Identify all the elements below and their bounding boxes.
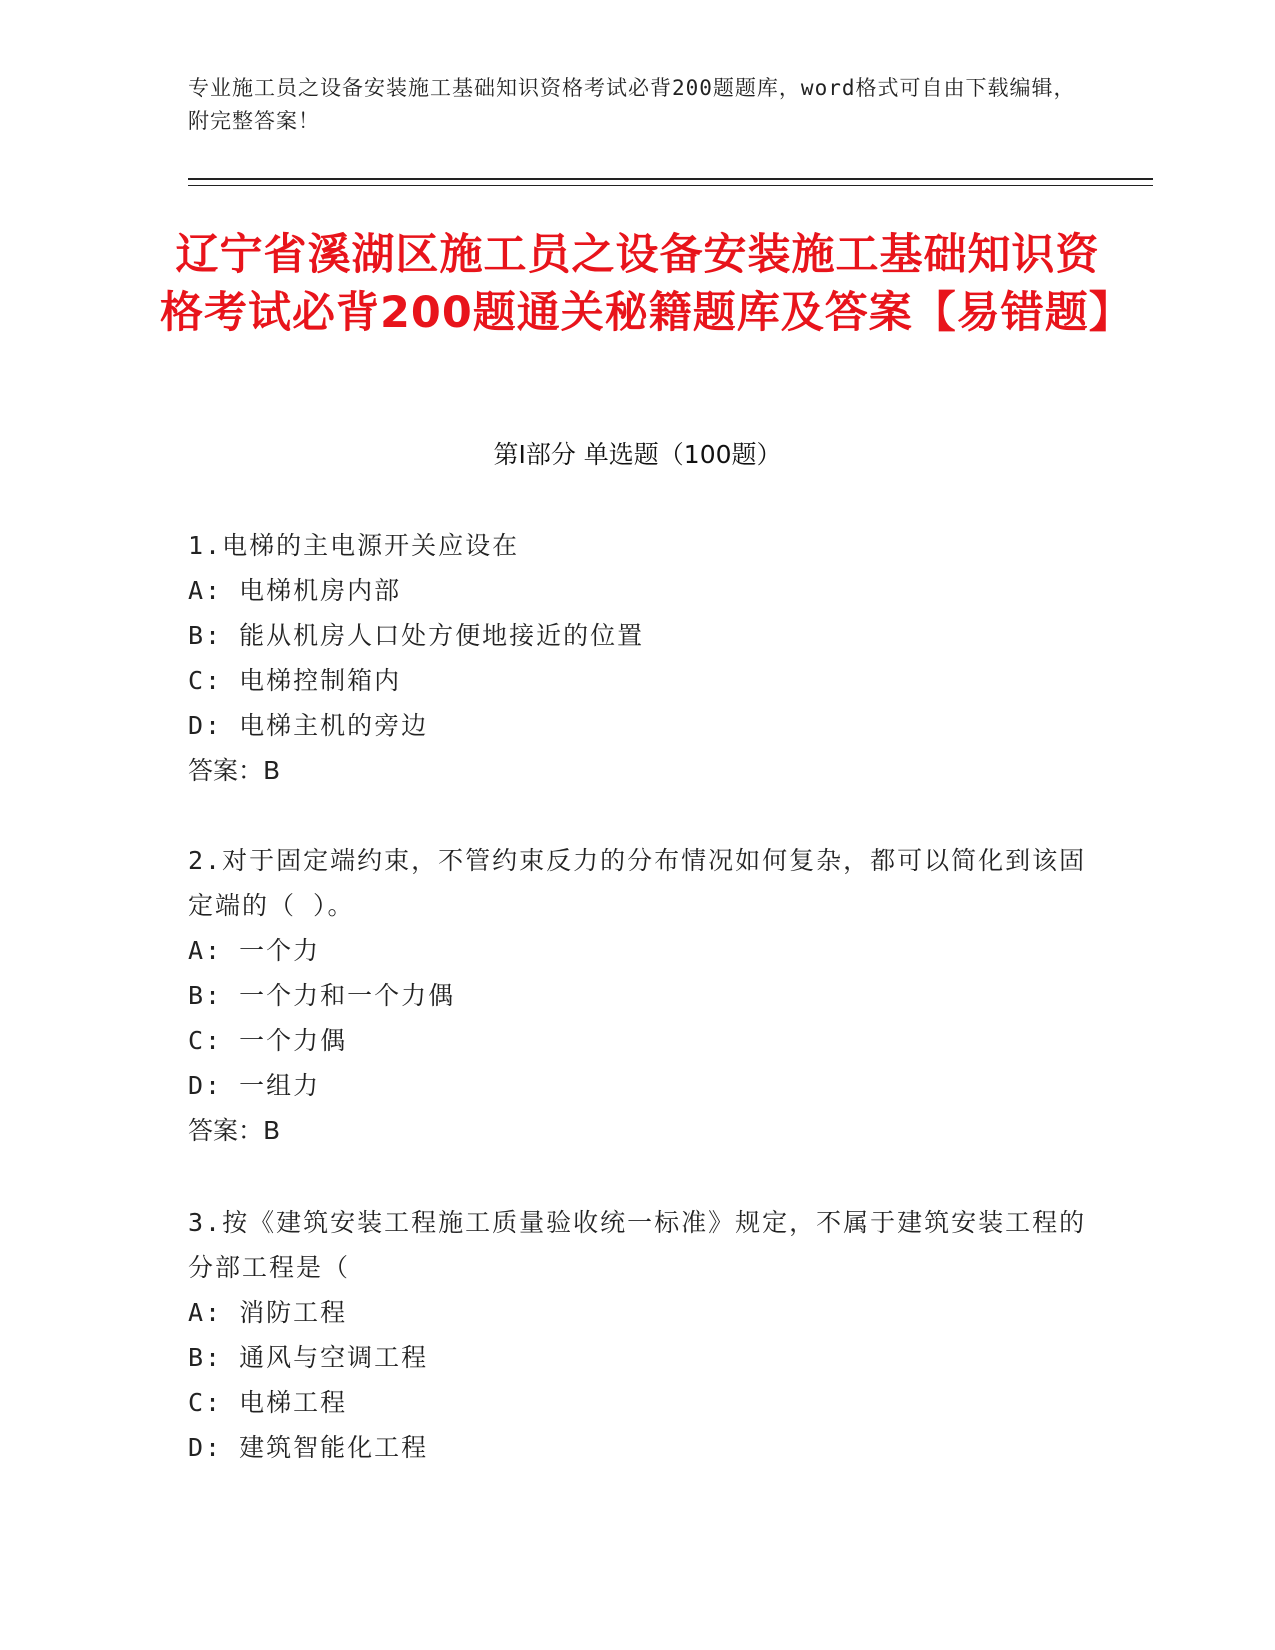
header-rule-thin [188, 185, 1153, 186]
option-d: D: 建筑智能化工程 [188, 1433, 429, 1462]
question-stem: 1.电梯的主电源开关应设在 [188, 531, 520, 560]
option-a: A: 一个力 [188, 936, 321, 965]
question-3 [188, 1200, 1088, 1470]
option-c: C: 一个力偶 [188, 1026, 348, 1055]
document-title: 辽宁省溪湖区施工员之设备安装施工基础知识资格考试必背200题通关秘籍题库及答案【易错题】 [160, 230, 1133, 338]
option-c: C: 电梯控制箱内 [188, 666, 402, 695]
section-title: 第I部分 单选题（100题） [493, 440, 782, 469]
option-b: B: 通风与空调工程 [188, 1343, 429, 1372]
question-2 [188, 838, 1088, 1153]
option-b: B: 一个力和一个力偶 [188, 981, 456, 1010]
option-a: A: 消防工程 [188, 1298, 348, 1327]
option-b: B: 能从机房人口处方便地接近的位置 [188, 621, 645, 650]
option-c: C: 电梯工程 [188, 1388, 348, 1417]
question-stem: 2.对于固定端约束，不管约束反力的分布情况如何复杂，都可以简化到该固定端的（ ）。 [188, 846, 1087, 920]
option-d: D: 电梯主机的旁边 [188, 711, 429, 740]
answer: 答案：B [188, 1116, 281, 1145]
question-stem: 3.按《建筑安装工程施工质量验收统一标准》规定，不属于建筑安装工程的分部工程是（ [188, 1208, 1087, 1282]
header-note: 专业施工员之设备安装施工基础知识资格考试必背200题题库，word格式可自由下载编辑，附完整答案！ [188, 76, 1076, 133]
option-a: A: 电梯机房内部 [188, 576, 402, 605]
question-1 [188, 523, 1088, 793]
option-d: D: 一组力 [188, 1071, 321, 1100]
header-rule-thick [188, 178, 1153, 180]
answer: 答案：B [188, 756, 281, 785]
